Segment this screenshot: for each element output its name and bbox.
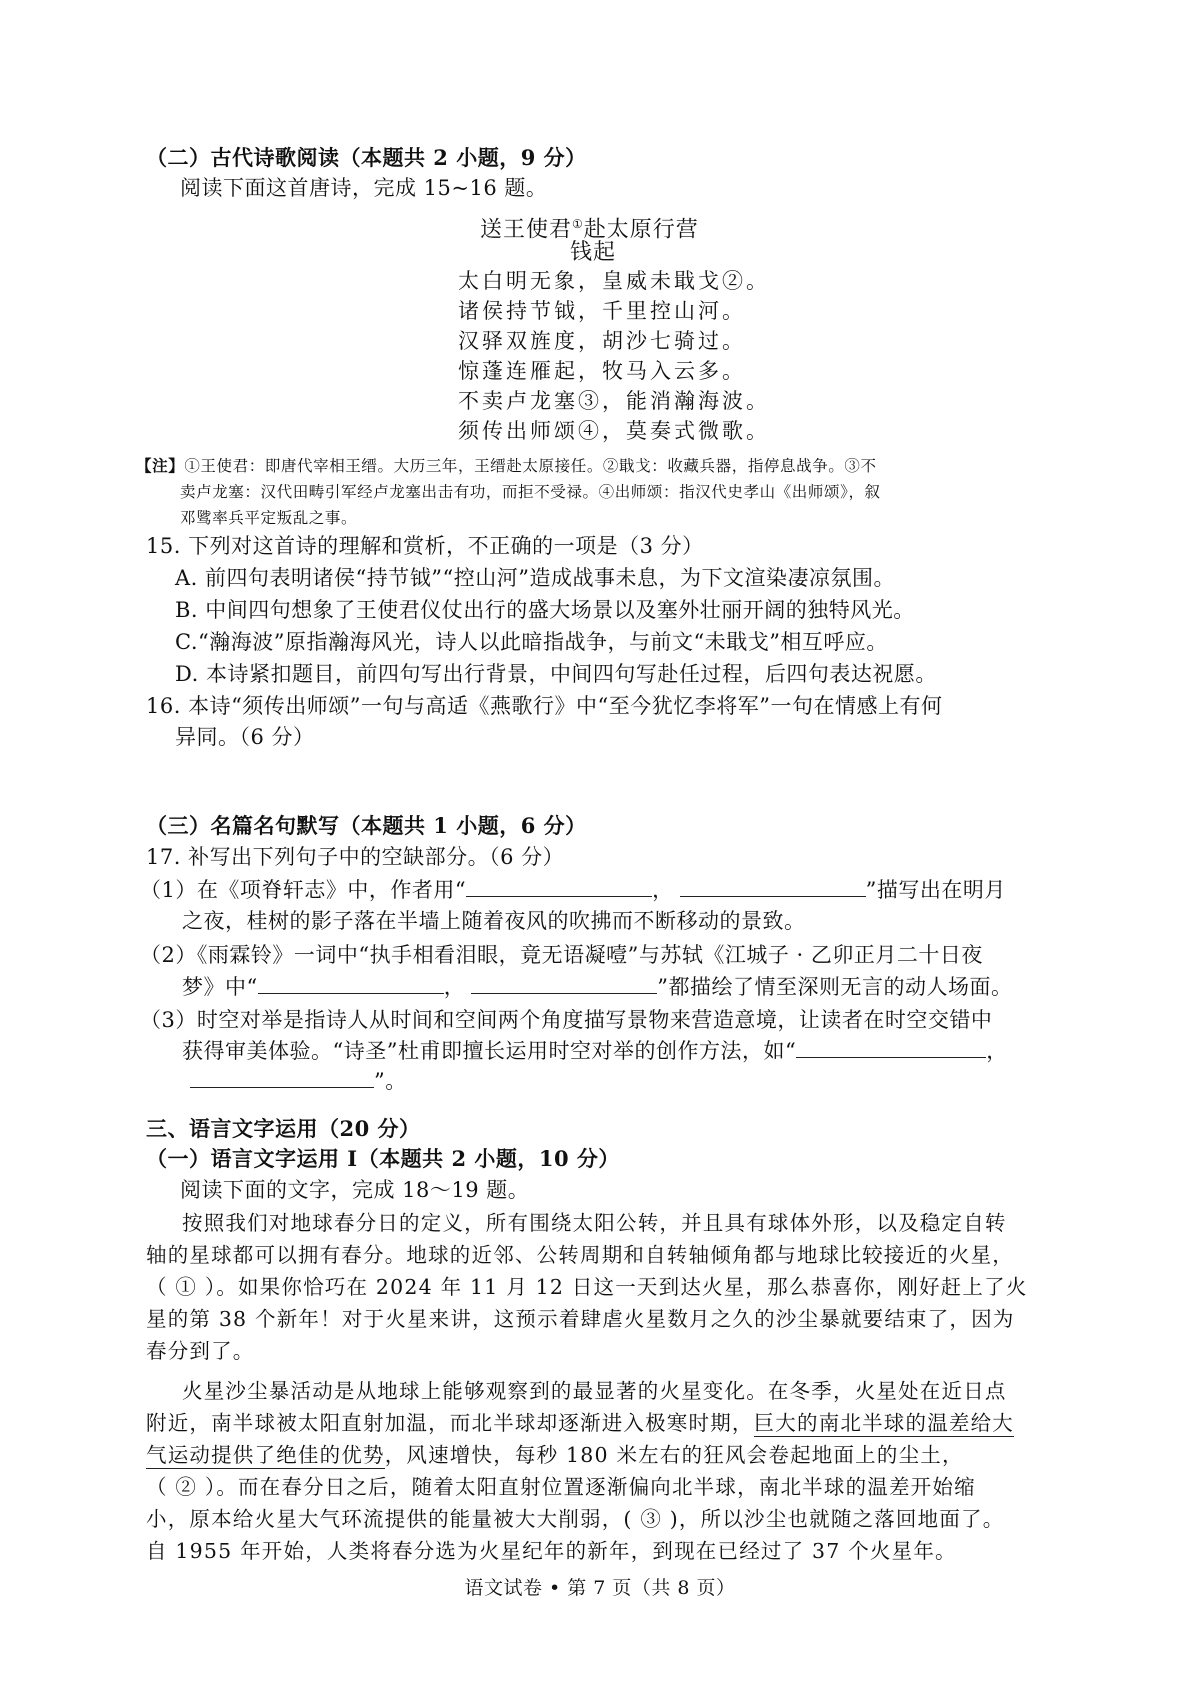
q15-option-b: B. 中间四句想象了王使君仪仗出行的盛大场景以及塞外壮丽开阔的独特风光。	[175, 598, 915, 622]
q17-item-3-text: ”。	[374, 1069, 407, 1093]
q17-separator: ，	[986, 1039, 1008, 1063]
q17-item-1	[140, 875, 1006, 905]
passage-line: 小，原本给火星大气环流提供的能量被大大削弱，( ③ )，所以沙尘也就随之落回地面了。	[146, 1507, 1005, 1531]
q15-option-c: C.“瀚海波”原指瀚海风光，诗人以此暗指战争，与前文“未戢戈”相互呼应。	[175, 630, 888, 654]
question-17-stem: 17. 补写出下列句子中的空缺部分。（6 分）	[146, 845, 565, 869]
passage-line: 按照我们对地球春分日的定义，所有围绕太阳公转，并且具有球体外形，以及稳定自转	[182, 1211, 1007, 1235]
passage-text: ，风速增快，每秒 180 米左右的狂风会卷起地面上的尘土，	[384, 1443, 964, 1467]
note-text: 邓骘率兵平定叛乱之事。	[180, 509, 358, 527]
answer-blank[interactable]	[680, 876, 866, 897]
poem-note	[136, 453, 877, 479]
q17-item-2-text: ”都描绘了情至深则无言的动人场面。	[657, 975, 1013, 999]
poem-line: 惊蓬连雁起，牧马入云多。	[458, 359, 746, 383]
poem-title-text: 送王使君	[480, 217, 573, 243]
question-15-stem: 15. 下列对这首诗的理解和赏析，不正确的一项是（3 分）	[146, 534, 704, 558]
note-text: ①王使君：即唐代宰相王缙。大历三年，王缙赴太原接任。②戢戈：收藏兵器，指停息战争。③不	[184, 457, 877, 475]
section-header-recitation: （三）名篇名句默写（本题共 1 小题，6 分）	[146, 813, 587, 838]
passage-line: （ ① ）。如果你恰巧在 2024 年 11 月 12 日这一天到达火星，那么恭喜你，刚好赶上了火	[146, 1275, 1028, 1299]
poem-title-rest: 赴太原行营	[583, 217, 699, 243]
poem-line: 汉驿双旌度，胡沙七骑过。	[458, 329, 746, 353]
section-header-poetry: （二）古代诗歌阅读（本题共 2 小题，9 分）	[146, 145, 587, 170]
poem-line: 不卖卢龙塞③，能消瀚海波。	[458, 389, 770, 413]
poetry-instruction: 阅读下面这首唐诗，完成 15~16 题。	[180, 176, 548, 200]
underlined-sentence: 巨大的南北半球的温差给大	[753, 1411, 1015, 1435]
q17-item-1-text: ”描写出在明月	[865, 878, 1006, 902]
q17-separator: ，	[443, 975, 466, 999]
underlined-sentence: 气运动提供了绝佳的优势	[146, 1443, 385, 1467]
q17-item-3-text: 获得审美体验。“诗圣”杜甫即擅长运用时空对举的创作方法，如“	[182, 1039, 797, 1063]
q17-item-3-end	[190, 1066, 407, 1096]
q15-option-d: D. 本诗紧扣题目，前四句写出行背景，中间四句写赴任过程，后四句表达祝愿。	[175, 662, 937, 686]
answer-blank[interactable]	[190, 1067, 374, 1088]
answer-blank[interactable]	[258, 973, 444, 994]
poem-author: 钱起	[570, 240, 617, 265]
passage-line: 自 1955 年开始，人类将春分选为火星纪年的新年，到现在已经过了 37 个火星年。	[146, 1539, 957, 1563]
page-footer: 语文试卷 • 第 7 页（共 8 页）	[464, 1577, 736, 1599]
question-16-line: 异同。（6 分）	[175, 725, 315, 749]
answer-blank[interactable]	[466, 876, 652, 897]
passage-line: 星的第 38 个新年！对于火星来讲，这预示着肆虐火星数月之久的沙尘暴就要结束了，因为	[146, 1307, 1015, 1331]
sub-header-language-use-1: （一）语言文字运用 Ⅰ（本题共 2 小题，10 分）	[146, 1146, 620, 1171]
passage-line: 春分到了。	[146, 1339, 255, 1363]
poem-line: 太白明无象，皇威未戢戈②。	[458, 269, 770, 293]
passage-line: 轴的星球都可以拥有春分。地球的近邻、公转周期和自转轴倾角都与地球比较接近的火星，	[146, 1243, 1014, 1267]
passage-text: 附近，南半球被太阳直射加温，而北半球却逐渐进入极寒时期，	[146, 1411, 754, 1435]
note-text: 卖卢龙塞：汉代田畴引军经卢龙塞出击有功，而拒不受禄。④出师颂：指汉代史孝山《出师颂》，叙	[180, 483, 881, 501]
answer-blank[interactable]	[796, 1037, 986, 1058]
passage-line	[146, 1408, 1014, 1438]
q17-item-3-continued	[182, 1036, 1008, 1066]
q17-item-2-text: 梦》中“	[182, 975, 258, 999]
q17-item-2: （2）《雨霖铃》一词中“执手相看泪眼，竟无语凝噎”与苏轼《江城子 · 乙卯正月二十日夜	[140, 943, 983, 967]
passage-line: 火星沙尘暴活动是从地球上能够观察到的最显著的火星变化。在冬季，火星处在近日点	[182, 1379, 1007, 1403]
note-label: 【注】	[136, 456, 185, 475]
passage-line	[146, 1440, 964, 1470]
passage-line: （ ② ）。而在春分日之后，随着太阳直射位置逐渐偏向北半球，南北半球的温差开始缩	[146, 1475, 976, 1499]
q17-item-2-continued	[182, 972, 1012, 1002]
poem-line: 须传出师颂④，莫奏式微歌。	[458, 419, 770, 443]
part-header-language-use: 三、语言文字运用（20 分）	[146, 1116, 421, 1141]
q15-option-a: A. 前四句表明诸侯“持节钺”“控山河”造成战事未息，为下文渲染凄凉氛围。	[175, 566, 895, 590]
question-16-line: 16. 本诗“须传出师颂”一句与高适《燕歌行》中“至今犹忆李将军”一句在情感上有何	[146, 694, 943, 718]
q17-separator: ，	[652, 878, 674, 902]
answer-blank[interactable]	[471, 973, 657, 994]
poem-line: 诸侯持节钺，千里控山河。	[458, 299, 746, 323]
poem-title-footnote-mark: ①	[572, 217, 584, 231]
q17-item-1-continued: 之夜，桂树的影子落在半墙上随着夜风的吹拂而不断移动的景致。	[182, 909, 806, 933]
q17-item-1-text: （1）在《项脊轩志》中，作者用“	[140, 878, 467, 902]
q17-item-3: （3）时空对举是指诗人从时间和空间两个角度描写景物来营造意境，让读者在时空交错中	[140, 1008, 993, 1032]
passage-instruction: 阅读下面的文字，完成 18～19 题。	[180, 1178, 530, 1202]
